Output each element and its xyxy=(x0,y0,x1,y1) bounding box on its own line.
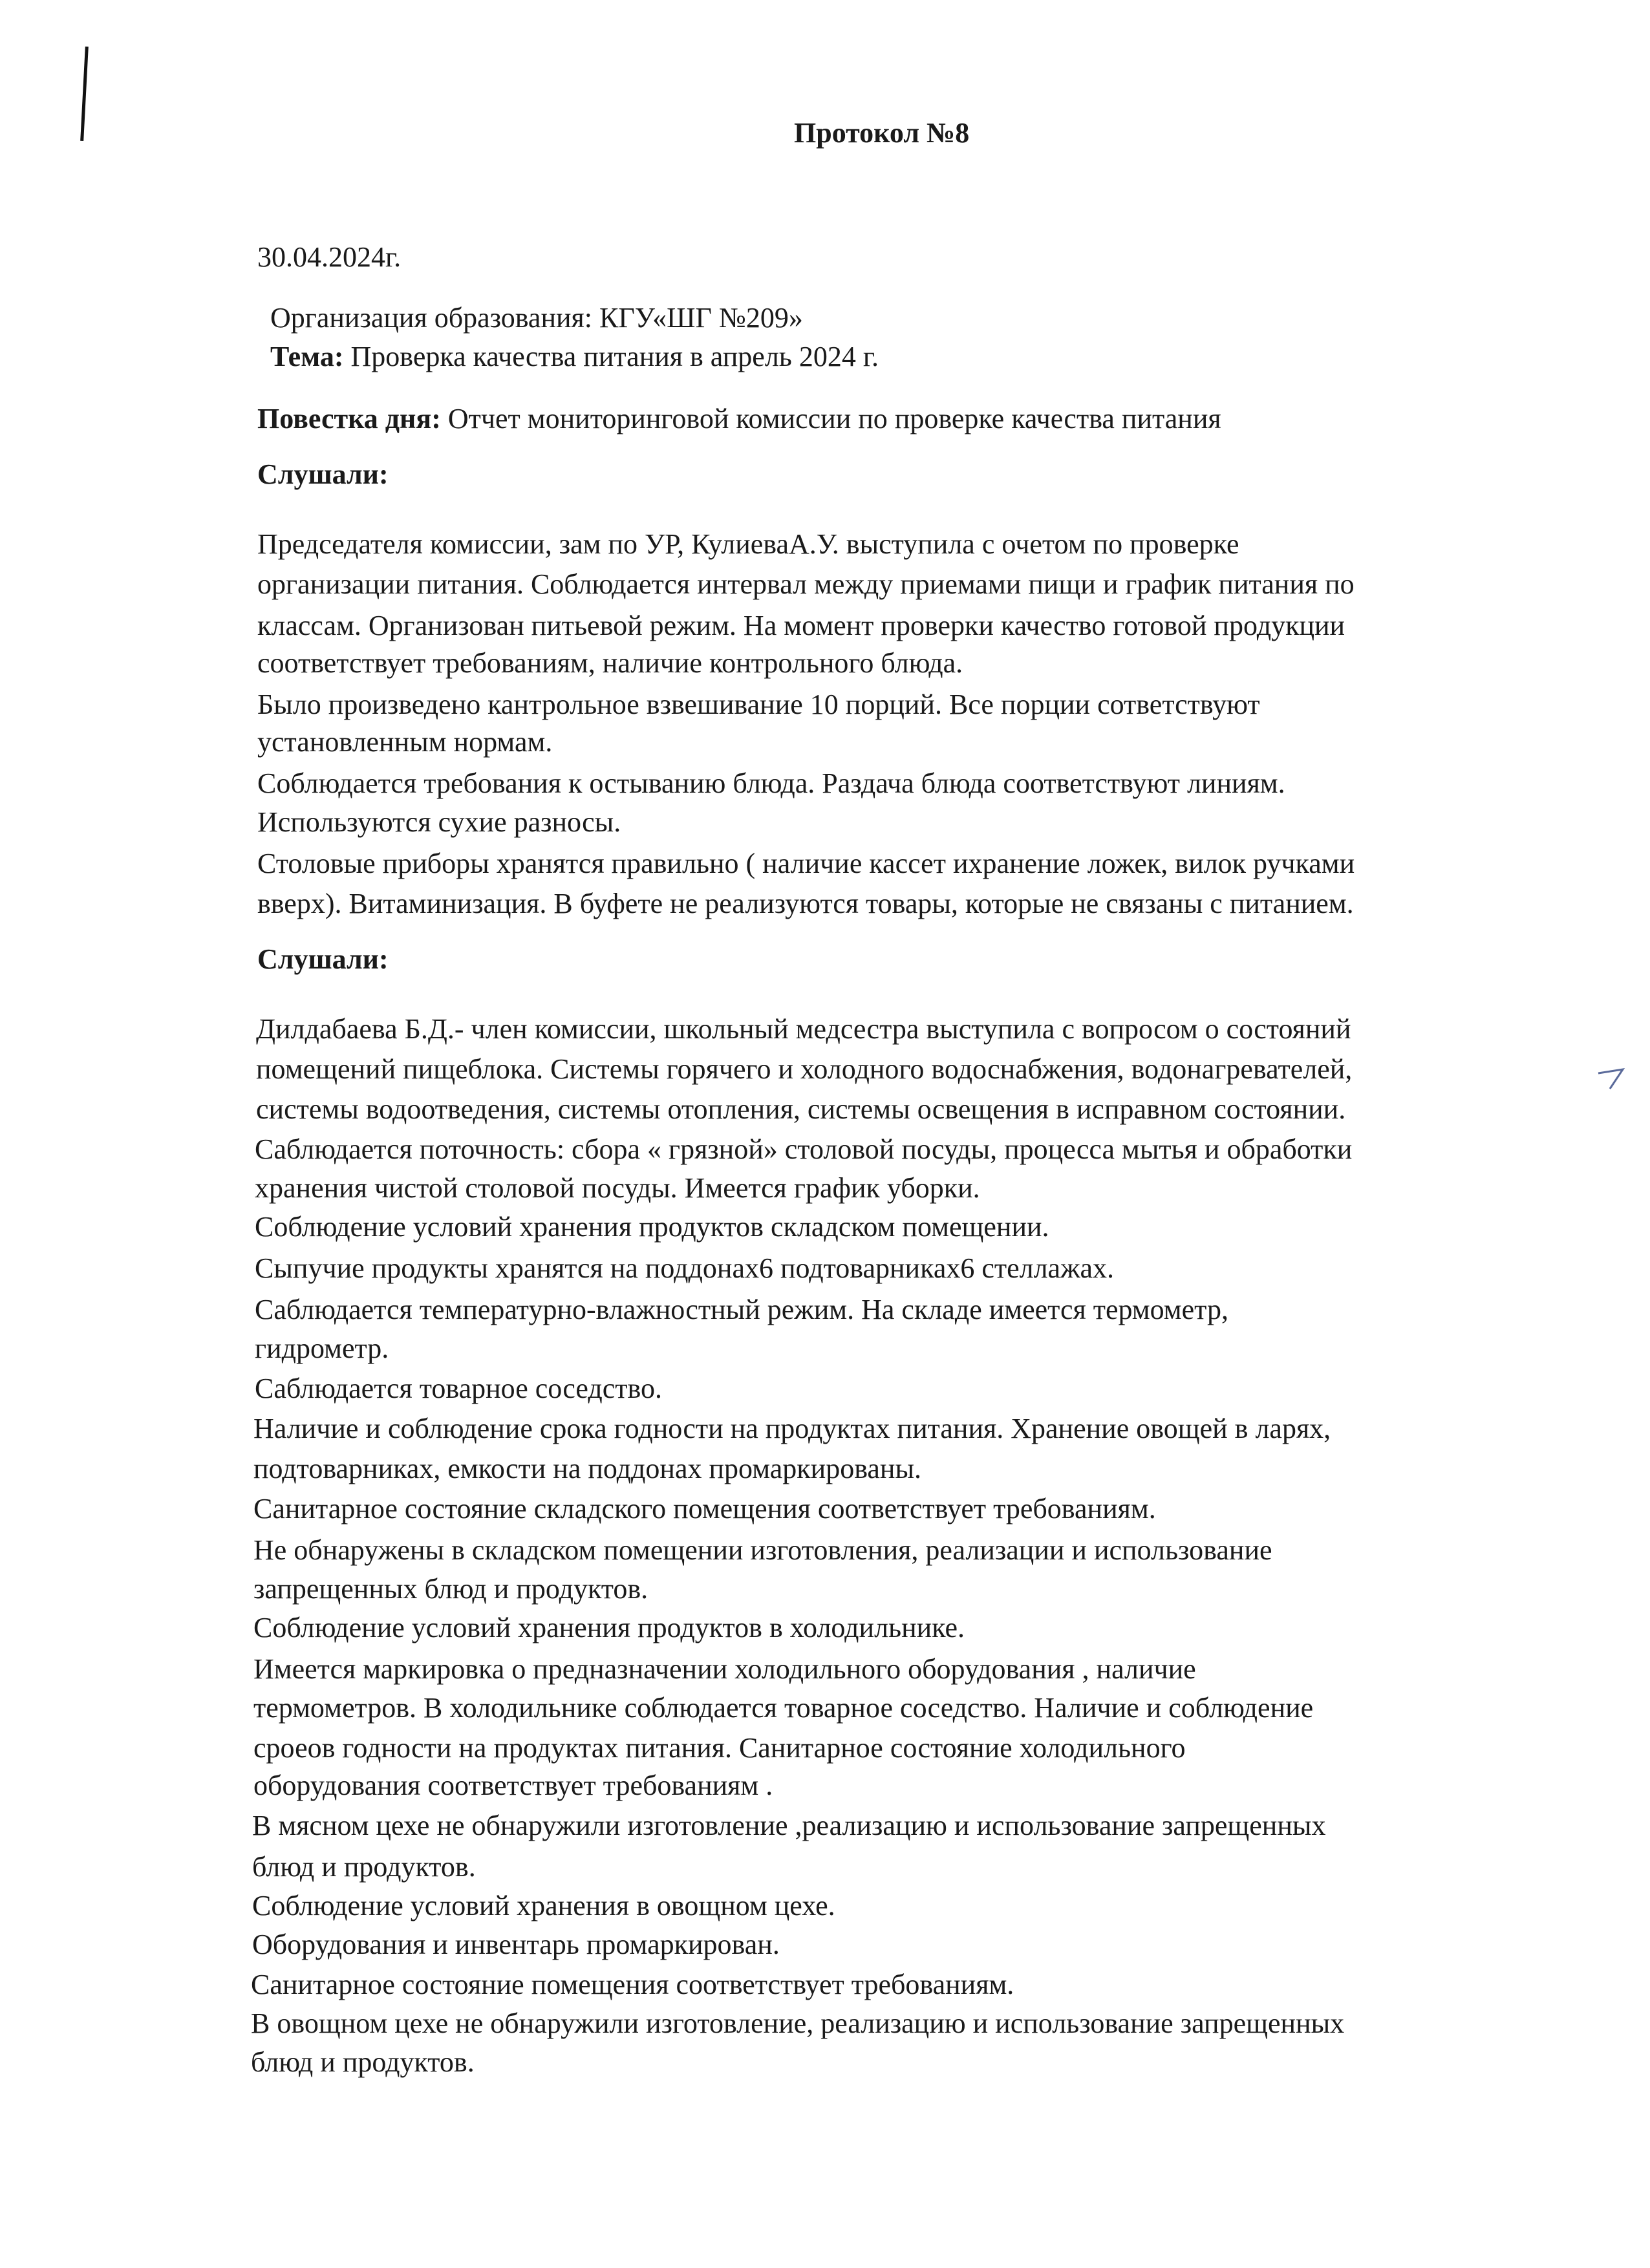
section2-line: Не обнаружены в складском помещении изготовления, реализации и использование xyxy=(253,1534,1272,1566)
section2-line: Соблюдение условий хранения продуктов в холодильнике. xyxy=(253,1612,965,1643)
section-heading-1: Слушали: xyxy=(257,458,389,490)
section1-line: Было произведено кантрольное взвешивание 10 порций. Все порции сответствуют xyxy=(257,689,1260,720)
section2-line: хранения чистой столовой посуды. Имеется график уборки. xyxy=(255,1172,980,1204)
pen-tick-mark xyxy=(1597,1065,1627,1091)
section2-line: Оборудования и инвентарь промаркирован. xyxy=(252,1929,780,1960)
section2-line: В мясном цехе не обнаружили изготовление ,реализацию и использование запрещенных xyxy=(252,1810,1326,1841)
section2-line: помещений пищеблока. Системы горячего и холодного водоснабжения, водонагревателей, xyxy=(256,1053,1353,1085)
pen-stroke-mark xyxy=(80,47,89,141)
section2-line: сроеов годности на продуктах питания. Санитарное состояние холодильного xyxy=(253,1732,1186,1764)
section2-line: блюд и продуктов. xyxy=(251,2046,475,2078)
section1-line: организации питания. Соблюдается интервал между приемами пищи и график питания по xyxy=(257,568,1355,600)
section1-line: вверх). Витаминизация. В буфете не реализуются товары, которые не связаны с питанием. xyxy=(257,888,1354,919)
section2-line: Соблюдение условий хранения в овощном цехе. xyxy=(252,1890,835,1921)
section1-line: установленным нормам. xyxy=(257,726,553,758)
topic-value: Проверка качества питания в апрель 2024 г. xyxy=(343,341,879,372)
section2-line: Дилдабаева Б.Д.- член комиссии, школьный медсестра выступила с вопросом о состояний xyxy=(256,1013,1351,1045)
section2-line: блюд и продуктов. xyxy=(252,1851,476,1883)
section1-line: Столовые приборы хранятся правильно ( наличие кассет ихранение ложек, вилок ручками xyxy=(257,848,1355,879)
section1-line: Председателя комиссии, зам по УР, КулиеваА.У. выступила с очетом по проверке xyxy=(257,528,1239,560)
section1-line: классам. Организован питьевой режим. На момент проверки качество готовой продукции xyxy=(257,610,1345,641)
section2-line: Саблюдается температурно-влажностный режим. На складе имеется термометр, xyxy=(255,1294,1228,1325)
topic-label: Тема: xyxy=(270,341,344,372)
document-date: 30.04.2024г. xyxy=(257,241,402,273)
section2-line: Сыпучие продукты хранятся на поддонах6 подтоварниках6 стеллажах. xyxy=(255,1252,1115,1284)
agenda-label: Повестка дня: xyxy=(257,403,441,434)
organization-line: Организация образования: КГУ«ШГ №209» xyxy=(270,302,803,334)
agenda-line xyxy=(257,405,1221,433)
section2-line: Санитарное состояние складского помещения соответствует требованиям. xyxy=(253,1493,1156,1524)
section1-line: Используются сухие разносы. xyxy=(257,806,621,838)
section2-line: В овощном цехе не обнаружили изготовление, реализацию и использование запрещенных xyxy=(251,2007,1345,2039)
section2-line: запрещенных блюд и продуктов. xyxy=(253,1573,648,1605)
page-title: Протокол №8 xyxy=(794,117,970,149)
section2-line: Саблюдается товарное соседство. xyxy=(255,1373,662,1404)
section2-line: Имеется маркировка о предназначении холодильного оборудования , наличие xyxy=(253,1653,1196,1685)
section2-line: термометров. В холодильнике соблюдается товарное соседство. Наличие и соблюдение xyxy=(253,1692,1314,1724)
section1-line: Соблюдается требования к остыванию блюда. Раздача блюда соответствуют линиям. xyxy=(257,767,1285,799)
section2-line: Наличие и соблюдение срока годности на продуктах питания. Хранение овощей в ларях, xyxy=(253,1413,1331,1444)
section2-line: системы водоотведения, системы отопления, системы освещения в исправном состоянии. xyxy=(256,1093,1346,1125)
agenda-value: Отчет мониторинговой комиссии по проверке качества питания xyxy=(440,403,1221,434)
section2-line: гидрометр. xyxy=(255,1332,389,1364)
section2-line: оборудования соответствует требованиям . xyxy=(253,1770,773,1801)
topic-line xyxy=(270,343,879,371)
section-heading-2: Слушали: xyxy=(257,943,389,975)
section2-line: Соблюдение условий хранения продуктов складском помещении. xyxy=(255,1211,1049,1243)
section1-line: соответствует требованиям, наличие контрольного блюда. xyxy=(257,647,963,679)
section2-line: подтоварниках, емкости на поддонах промаркированы. xyxy=(253,1453,922,1484)
section2-line: Санитарное состояние помещения соответствует требованиям. xyxy=(251,1969,1014,2000)
section2-line: Саблюдается поточность: сбора « грязной» столовой посуды, процесса мытья и обработки xyxy=(255,1133,1353,1165)
